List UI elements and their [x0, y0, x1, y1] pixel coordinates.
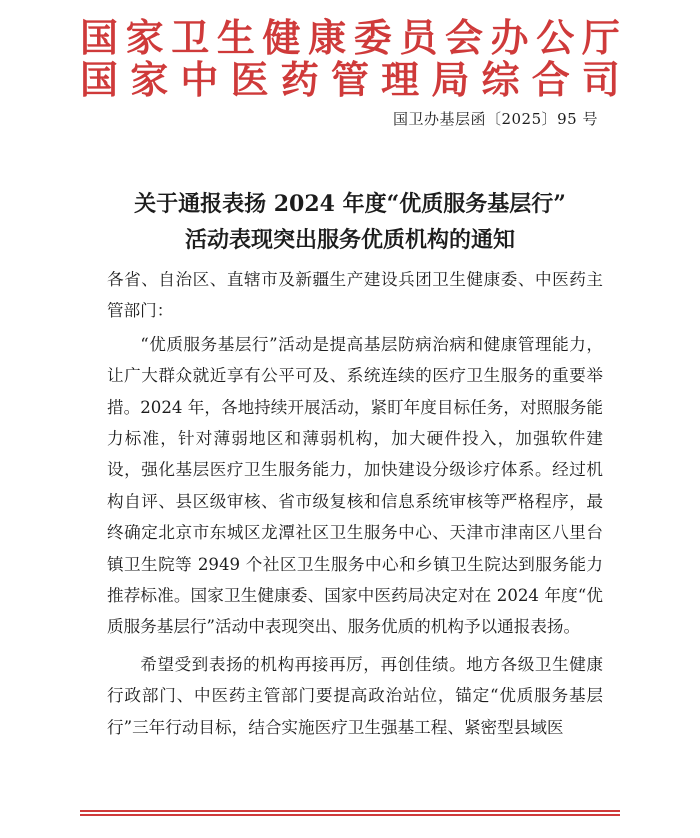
org-char: 会 — [445, 16, 484, 60]
org-char: 国 — [80, 16, 119, 60]
org-char: 生 — [216, 16, 255, 60]
issuing-org-line-1 — [80, 16, 620, 60]
title-line-2: 活动表现突出服务优质机构的通知 — [184, 227, 515, 253]
org-char: 中 — [180, 58, 219, 102]
org-char: 家 — [125, 16, 164, 60]
document-title — [0, 186, 700, 258]
org-char: 医 — [230, 58, 269, 102]
org-char: 卫 — [171, 16, 210, 60]
org-char: 国 — [80, 58, 119, 102]
org-char: 局 — [431, 58, 470, 102]
org-char: 管 — [330, 58, 369, 102]
org-char: 综 — [481, 58, 520, 102]
document-body — [107, 264, 603, 743]
org-char: 合 — [531, 58, 570, 102]
footer-divider — [80, 810, 620, 812]
org-char: 委 — [353, 16, 392, 60]
issuing-org-line-2 — [80, 58, 620, 102]
org-char: 家 — [130, 58, 169, 102]
org-char: 药 — [280, 58, 319, 102]
document-number: 国卫办基层函〔2025〕95 号 — [392, 110, 598, 128]
body-paragraph-2: 希望受到表扬的机构再接再厉，再创佳绩。地方各级卫生健康行政部门、中医药主管部门要提高政治站位，锚定“优质服务基层行”三年行动目标，结合实施医疗卫生强基工程、紧密型县域医 — [107, 654, 603, 737]
org-char: 厅 — [581, 16, 620, 60]
org-char: 健 — [262, 16, 301, 60]
org-char: 司 — [581, 58, 620, 102]
org-char: 康 — [308, 16, 347, 60]
org-char: 员 — [399, 16, 438, 60]
title-line-1: 关于通报表扬 2024 年度“优质服务基层行” — [134, 191, 566, 217]
addressee: 各省、自治区、直辖市及新疆生产建设兵团卫生健康委、中医药主管部门： — [107, 270, 603, 321]
org-char: 理 — [381, 58, 420, 102]
org-char: 办 — [490, 16, 529, 60]
body-paragraph-1: “优质服务基层行”活动是提高基层防病治病和健康管理能力，让广大群众就近享有公平可及、系统连续的医疗卫生服务的重要举措。2024 年，各地持续开展活动，紧盯年度目标任务，对照服务能力标准，针对薄弱地区和薄弱机构，加大硬件投入，加强软件建设，强化基层医疗卫生服务能力，加快建设分级诊疗体系。经过机构自评、县区级审核、省市级复核和信息系统审核等严格程序，最终确定北京市东城区龙潭社区卫生服务中心、天津市津南区八里台镇卫生院等 2949 个社区卫生服务中心和乡镇卫生院达到服务能力推荐标准。国家卫生健康委、国家中医药局决定对在 2024 年度“优质服务基层行”活动中表现突出、服务优质的机构予以通报表扬。 — [107, 334, 603, 637]
footer-divider — [80, 814, 620, 816]
org-char: 公 — [536, 16, 575, 60]
